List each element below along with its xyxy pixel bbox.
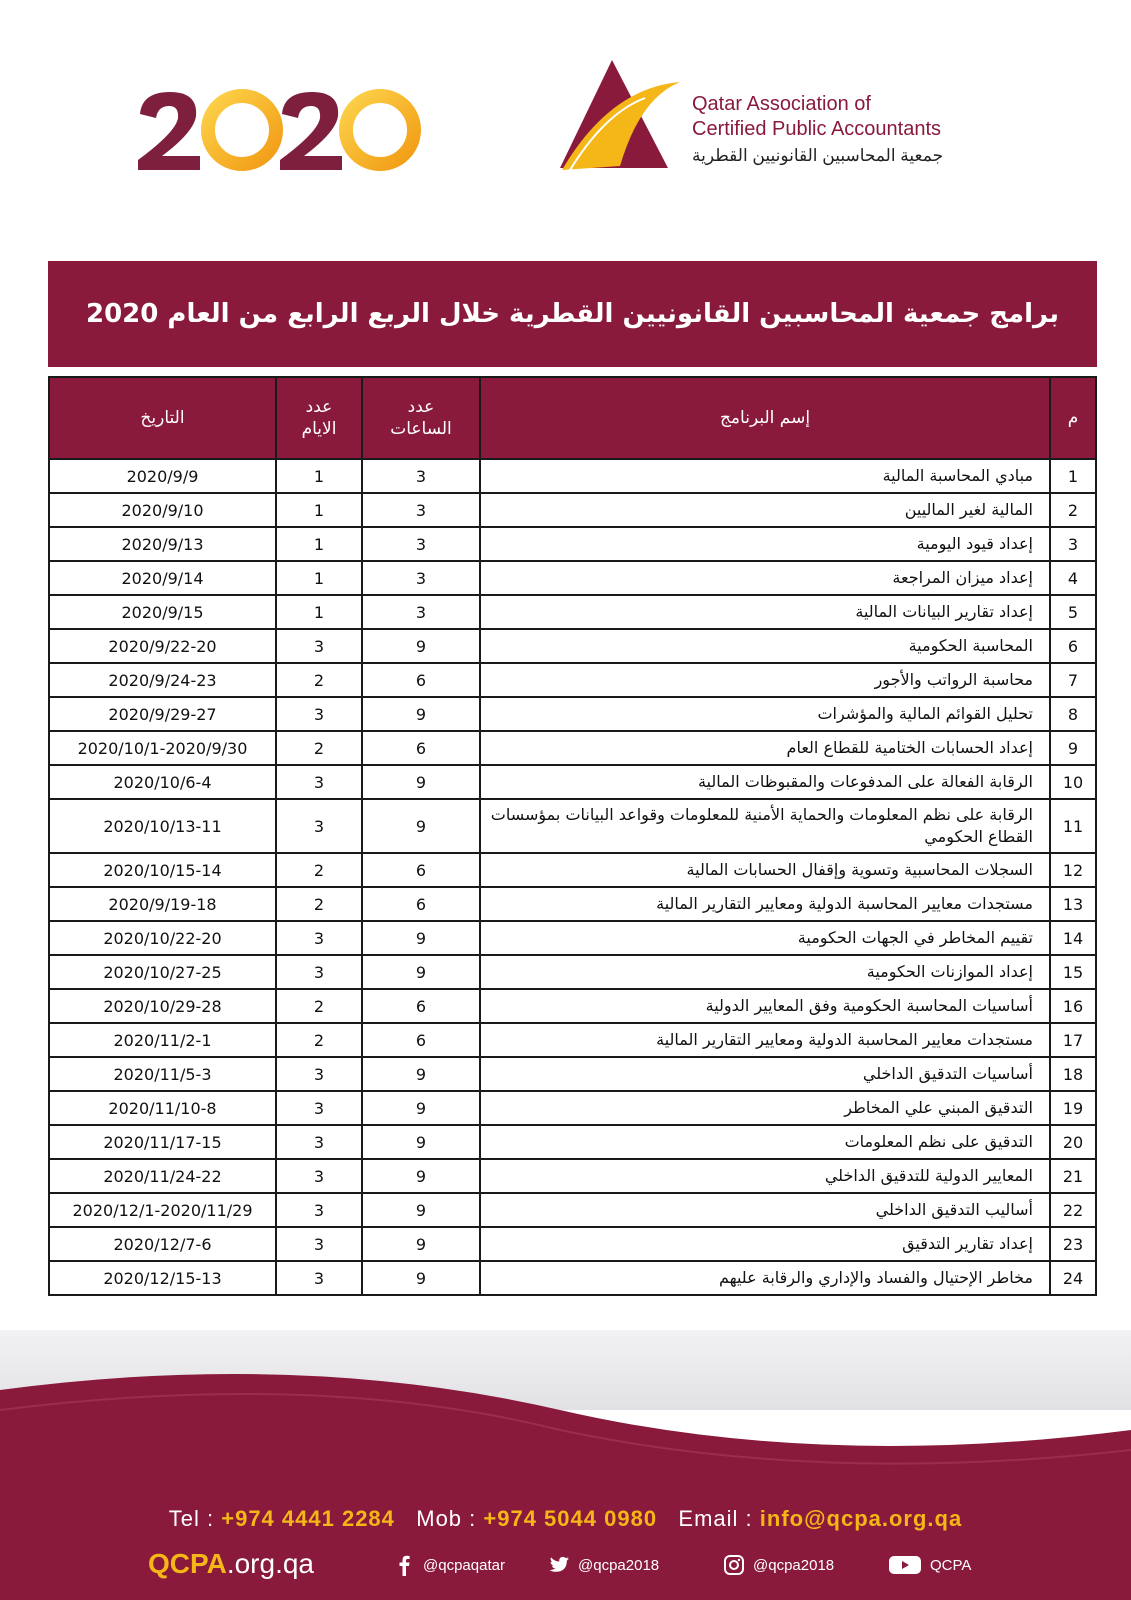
- table-row: [49, 527, 1096, 561]
- table-row: [49, 663, 1096, 697]
- row-date: 2020/11/24-22: [49, 1159, 276, 1193]
- table-row: [49, 989, 1096, 1023]
- program-name: تقييم المخاطر في الجهات الحكومية: [480, 921, 1050, 955]
- org-name-line1: Qatar Association of: [692, 93, 871, 115]
- facebook-handle: @qcpaqatar: [423, 1556, 505, 1574]
- row-days: 3: [276, 765, 362, 799]
- program-name: تحليل القوائم المالية والمؤشرات: [480, 697, 1050, 731]
- table-row: [49, 799, 1096, 853]
- row-number: 10: [1050, 765, 1096, 799]
- row-days: 3: [276, 799, 362, 853]
- row-number: 23: [1050, 1227, 1096, 1261]
- row-hours: 9: [362, 1261, 480, 1295]
- tel-number[interactable]: +974 4441 2284: [221, 1506, 395, 1531]
- table-row: [49, 1023, 1096, 1057]
- row-days: 3: [276, 1125, 362, 1159]
- header-hours-line2: الساعات: [390, 419, 452, 439]
- row-hours: 6: [362, 887, 480, 921]
- row-days: 2: [276, 989, 362, 1023]
- row-hours: 9: [362, 765, 480, 799]
- row-date: 2020/9/24-23: [49, 663, 276, 697]
- instagram-link[interactable]: [723, 1554, 834, 1576]
- row-date: 2020/12/1-2020/11/29: [49, 1193, 276, 1227]
- row-hours: 3: [362, 561, 480, 595]
- table-row: [49, 1091, 1096, 1125]
- program-name: أساليب التدقيق الداخلي: [480, 1193, 1050, 1227]
- table-row: [49, 887, 1096, 921]
- row-date: 2020/9/29-27: [49, 697, 276, 731]
- mob-number[interactable]: +974 5044 0980: [483, 1506, 658, 1531]
- table-row: [49, 629, 1096, 663]
- row-hours: 6: [362, 853, 480, 887]
- table-row: [49, 1227, 1096, 1261]
- row-number: 2: [1050, 493, 1096, 527]
- row-number: 18: [1050, 1057, 1096, 1091]
- row-hours: 9: [362, 1193, 480, 1227]
- header-date: التاريخ: [49, 377, 276, 459]
- table-header-row: [49, 377, 1096, 459]
- row-days: 1: [276, 527, 362, 561]
- program-name: أساسيات المحاسبة الحكومية وفق المعايير الدولية: [480, 989, 1050, 1023]
- row-date: 2020/9/10: [49, 493, 276, 527]
- facebook-link[interactable]: [393, 1554, 505, 1576]
- table-row: [49, 1261, 1096, 1295]
- row-date: 2020/12/7-6: [49, 1227, 276, 1261]
- row-days: 2: [276, 1023, 362, 1057]
- email-label: Email :: [678, 1506, 760, 1531]
- table-row: [49, 697, 1096, 731]
- row-number: 22: [1050, 1193, 1096, 1227]
- row-date: 2020/9/9: [49, 459, 276, 493]
- row-hours: 6: [362, 1023, 480, 1057]
- row-hours: 3: [362, 493, 480, 527]
- row-date: 2020/9/14: [49, 561, 276, 595]
- row-days: 3: [276, 1193, 362, 1227]
- website-link[interactable]: [148, 1548, 314, 1580]
- row-hours: 9: [362, 1227, 480, 1261]
- table-row: [49, 459, 1096, 493]
- header-name: إسم البرنامج: [480, 377, 1050, 459]
- row-date: 2020/10/1-2020/9/30: [49, 731, 276, 765]
- row-date: 2020/9/15: [49, 595, 276, 629]
- instagram-handle: @qcpa2018: [753, 1556, 835, 1574]
- program-name: مخاطر الإحتيال والفساد والإداري والرقابة عليهم: [480, 1261, 1050, 1295]
- program-name: إعداد قيود اليومية: [480, 527, 1050, 561]
- program-name: مستجدات معايير المحاسبة الدولية ومعايير التقارير المالية: [480, 1023, 1050, 1057]
- row-hours: 9: [362, 1159, 480, 1193]
- row-hours: 9: [362, 697, 480, 731]
- row-days: 2: [276, 853, 362, 887]
- facebook-icon: [393, 1554, 415, 1576]
- row-number: 14: [1050, 921, 1096, 955]
- program-name: المالية لغير الماليين: [480, 493, 1050, 527]
- row-hours: 9: [362, 1057, 480, 1091]
- row-days: 3: [276, 1091, 362, 1125]
- row-number: 3: [1050, 527, 1096, 561]
- row-days: 1: [276, 595, 362, 629]
- youtube-handle: QCPA: [930, 1556, 972, 1574]
- table-row: [49, 731, 1096, 765]
- program-name: إعداد الحسابات الختامية للقطاع العام: [480, 731, 1050, 765]
- table-row: [49, 561, 1096, 595]
- program-name: التدقيق على نظم المعلومات: [480, 1125, 1050, 1159]
- row-days: 3: [276, 1159, 362, 1193]
- row-number: 15: [1050, 955, 1096, 989]
- header-hours: [362, 377, 480, 459]
- table-row: [49, 1125, 1096, 1159]
- table-row: [49, 493, 1096, 527]
- row-date: 2020/10/13-11: [49, 799, 276, 853]
- row-hours: 9: [362, 921, 480, 955]
- youtube-icon: [888, 1554, 922, 1576]
- row-hours: 3: [362, 595, 480, 629]
- row-days: 1: [276, 561, 362, 595]
- instagram-icon: [723, 1554, 745, 1576]
- row-date: 2020/9/19-18: [49, 887, 276, 921]
- row-number: 7: [1050, 663, 1096, 697]
- org-name-line2: Certified Public Accountants: [692, 118, 942, 140]
- row-number: 20: [1050, 1125, 1096, 1159]
- row-date: 2020/11/10-8: [49, 1091, 276, 1125]
- row-date: 2020/11/5-3: [49, 1057, 276, 1091]
- title-banner: [48, 261, 1097, 367]
- qcpa-logo: [550, 58, 1010, 178]
- row-days: 3: [276, 1057, 362, 1091]
- site-domain: .org.qa: [226, 1548, 314, 1579]
- row-date: 2020/12/15-13: [49, 1261, 276, 1295]
- row-days: 2: [276, 887, 362, 921]
- program-name: إعداد تقارير التدقيق: [480, 1227, 1050, 1261]
- header-days-line1: عدد: [305, 397, 333, 417]
- social-row: [148, 1548, 1008, 1584]
- row-number: 12: [1050, 853, 1096, 887]
- twitter-icon: [548, 1554, 570, 1576]
- twitter-handle: @qcpa2018: [578, 1556, 660, 1574]
- table-row: [49, 955, 1096, 989]
- header-days-line2: الايام: [301, 419, 337, 439]
- row-days: 3: [276, 921, 362, 955]
- email-link[interactable]: info@qcpa.org.qa: [759, 1506, 963, 1531]
- row-number: 5: [1050, 595, 1096, 629]
- row-number: 16: [1050, 989, 1096, 1023]
- program-name: الرقابة على نظم المعلومات والحماية الأمنية للمعلومات وقواعد البيانات بمؤسسات القطاع الحكومي: [480, 799, 1050, 853]
- program-name: الرقابة الفعالة على المدفوعات والمقبوظات المالية: [480, 765, 1050, 799]
- row-days: 3: [276, 697, 362, 731]
- programs-table: [48, 376, 1097, 1296]
- table-row: [49, 1057, 1096, 1091]
- row-date: 2020/10/15-14: [49, 853, 276, 887]
- row-number: 24: [1050, 1261, 1096, 1295]
- program-name: أساسيات التدقيق الداخلي: [480, 1057, 1050, 1091]
- table-row: [49, 921, 1096, 955]
- table-row: [49, 765, 1096, 799]
- org-name-arabic: جمعية المحاسبين القانونيين القطرية: [692, 146, 944, 165]
- row-hours: 3: [362, 459, 480, 493]
- row-hours: 9: [362, 629, 480, 663]
- tel-label: Tel :: [168, 1506, 222, 1531]
- row-hours: 6: [362, 731, 480, 765]
- program-name: مستجدات معايير المحاسبة الدولية ومعايير التقارير المالية: [480, 887, 1050, 921]
- program-name: المحاسبة الحكومية: [480, 629, 1050, 663]
- table-row: [49, 1193, 1096, 1227]
- header-hours-line1: عدد: [407, 397, 435, 417]
- row-number: 6: [1050, 629, 1096, 663]
- row-date: 2020/11/2-1: [49, 1023, 276, 1057]
- program-name: إعداد الموازنات الحكومية: [480, 955, 1050, 989]
- table-row: [49, 1159, 1096, 1193]
- row-hours: 9: [362, 955, 480, 989]
- program-name: المعايير الدولية للتدقيق الداخلي: [480, 1159, 1050, 1193]
- table-row: [49, 853, 1096, 887]
- row-hours: 9: [362, 799, 480, 853]
- youtube-link[interactable]: [888, 1554, 971, 1576]
- row-number: 11: [1050, 799, 1096, 853]
- row-number: 19: [1050, 1091, 1096, 1125]
- row-number: 13: [1050, 887, 1096, 921]
- row-days: 2: [276, 663, 362, 697]
- row-date: 2020/10/29-28: [49, 989, 276, 1023]
- row-date: 2020/10/6-4: [49, 765, 276, 799]
- row-number: 9: [1050, 731, 1096, 765]
- row-date: 2020/9/13: [49, 527, 276, 561]
- row-days: 1: [276, 493, 362, 527]
- contact-line: [0, 1506, 1131, 1532]
- row-date: 2020/9/22-20: [49, 629, 276, 663]
- row-hours: 9: [362, 1091, 480, 1125]
- row-number: 17: [1050, 1023, 1096, 1057]
- row-days: 2: [276, 731, 362, 765]
- row-days: 3: [276, 955, 362, 989]
- row-days: 3: [276, 629, 362, 663]
- program-name: السجلات المحاسبية وتسوية وإقفال الحسابات المالية: [480, 853, 1050, 887]
- program-name: محاسبة الرواتب والأجور: [480, 663, 1050, 697]
- qcpa-triangle-icon: [550, 58, 685, 173]
- row-days: 3: [276, 1227, 362, 1261]
- row-number: 1: [1050, 459, 1096, 493]
- year-2020-logo: [132, 84, 422, 174]
- program-name: مبادي المحاسبة المالية: [480, 459, 1050, 493]
- row-hours: 6: [362, 663, 480, 697]
- header-num: م: [1050, 377, 1096, 459]
- row-date: 2020/11/17-15: [49, 1125, 276, 1159]
- row-date: 2020/10/27-25: [49, 955, 276, 989]
- program-name: إعداد ميزان المراجعة: [480, 561, 1050, 595]
- row-days: 1: [276, 459, 362, 493]
- table-row: [49, 595, 1096, 629]
- header-days: [276, 377, 362, 459]
- program-name: إعداد تقارير البيانات المالية: [480, 595, 1050, 629]
- row-number: 21: [1050, 1159, 1096, 1193]
- row-number: 4: [1050, 561, 1096, 595]
- mob-label: Mob :: [416, 1506, 484, 1531]
- site-brand: QCPA: [148, 1548, 227, 1579]
- row-hours: 3: [362, 527, 480, 561]
- row-number: 8: [1050, 697, 1096, 731]
- page-title: برامج جمعية المحاسبين القانونيين القطرية خلال الربع الرابع من العام 2020: [86, 299, 1059, 329]
- row-date: 2020/10/22-20: [49, 921, 276, 955]
- program-name: التدقيق المبني علي المخاطر: [480, 1091, 1050, 1125]
- row-days: 3: [276, 1261, 362, 1295]
- row-hours: 6: [362, 989, 480, 1023]
- twitter-link[interactable]: [548, 1554, 659, 1576]
- row-hours: 9: [362, 1125, 480, 1159]
